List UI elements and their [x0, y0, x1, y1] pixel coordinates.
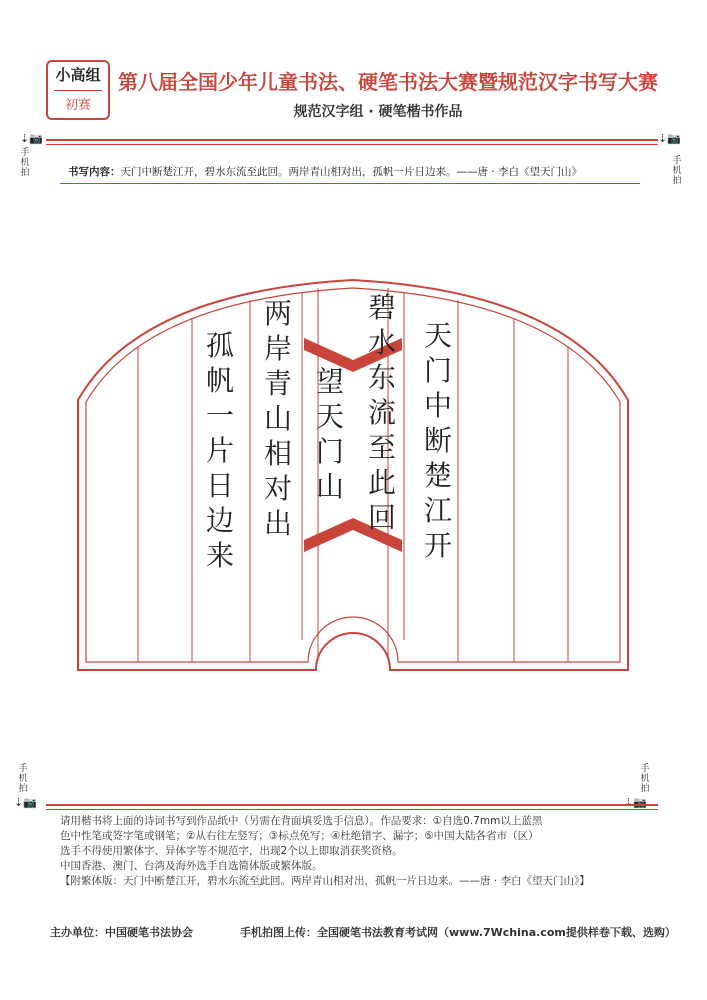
instructions-line-4: 中国香港、澳门、台湾及海外选手自选简体版或繁体版。	[60, 860, 323, 872]
poem-column-1: 天 门 中 断 楚 江 开	[423, 319, 452, 562]
upload-info: 手机拍图上传：全国硬笔书法教育考试网（www.7Wchina.com提供样卷下载、选购）	[240, 926, 676, 939]
camera-icon-bottom-left: ⇣📷	[14, 796, 37, 809]
writing-content-text: 天门中断楚江开，碧水东流至此回。两岸青山相对出，孤帆一片日边来。——唐 · 李白《望天门山》	[120, 166, 583, 178]
instructions-line-2: 色中性笔或签字笔或钢笔；②从右往左竖写；③标点免写；④杜绝错字、漏字；⑤中国大陆各省市（区）	[60, 830, 539, 842]
instructions-line-3: 选手不得使用繁体字、异体字等不规范字，出现2个以上即取消获奖资格。	[60, 845, 403, 857]
instructions-line-5: 【附繁体版：天门中断楚江开，碧水东流至此回。两岸青山相对出，孤帆一片日边来。——唐 · 李白《望天门山》】	[60, 875, 590, 887]
bottom-rule	[46, 804, 658, 806]
camera-icon-bottom-right: ⇣📷	[624, 796, 647, 809]
camera-icon-top-left: ⇣📷	[20, 132, 43, 145]
writing-content-label: 书写内容：	[68, 166, 121, 178]
page-title: 第八届全国少年儿童书法、硬笔书法大赛暨规范汉字书写大赛	[118, 70, 658, 94]
badge-group: 小高组	[55, 66, 101, 84]
poem-column-4: 孤 帆 一 片 日 边 来	[205, 329, 234, 572]
poem-column-2: 碧 水 东 流 至 此 回	[367, 291, 396, 534]
poem-title: 望 天 门 山	[315, 365, 344, 503]
camera-icon-top-right: ⇣📷	[658, 132, 681, 145]
poem-column-3: 两 岸 青 山 相 对 出	[263, 297, 292, 540]
bottom-rule-thin	[46, 809, 658, 810]
instructions	[60, 814, 670, 889]
phone-shot-label-top-left: 手 机 拍	[20, 148, 30, 178]
organizer: 主办单位：中国硬笔书法协会	[50, 926, 193, 939]
phone-shot-label-top-right: 手 机 拍	[672, 156, 682, 186]
phone-shot-label-bottom-left: 手 机 拍	[18, 764, 28, 794]
badge-round: 初赛	[64, 98, 91, 113]
page-subtitle: 规范汉字组 · 硬笔楷书作品	[293, 104, 463, 120]
phone-shot-label-bottom-right: 手 机 拍	[640, 764, 650, 794]
instructions-line-1: 请用楷书将上面的诗词书写到作品纸中（另需在背面填妥选手信息）。作品要求：①自选0.7mm以上蓝黑	[60, 815, 543, 827]
